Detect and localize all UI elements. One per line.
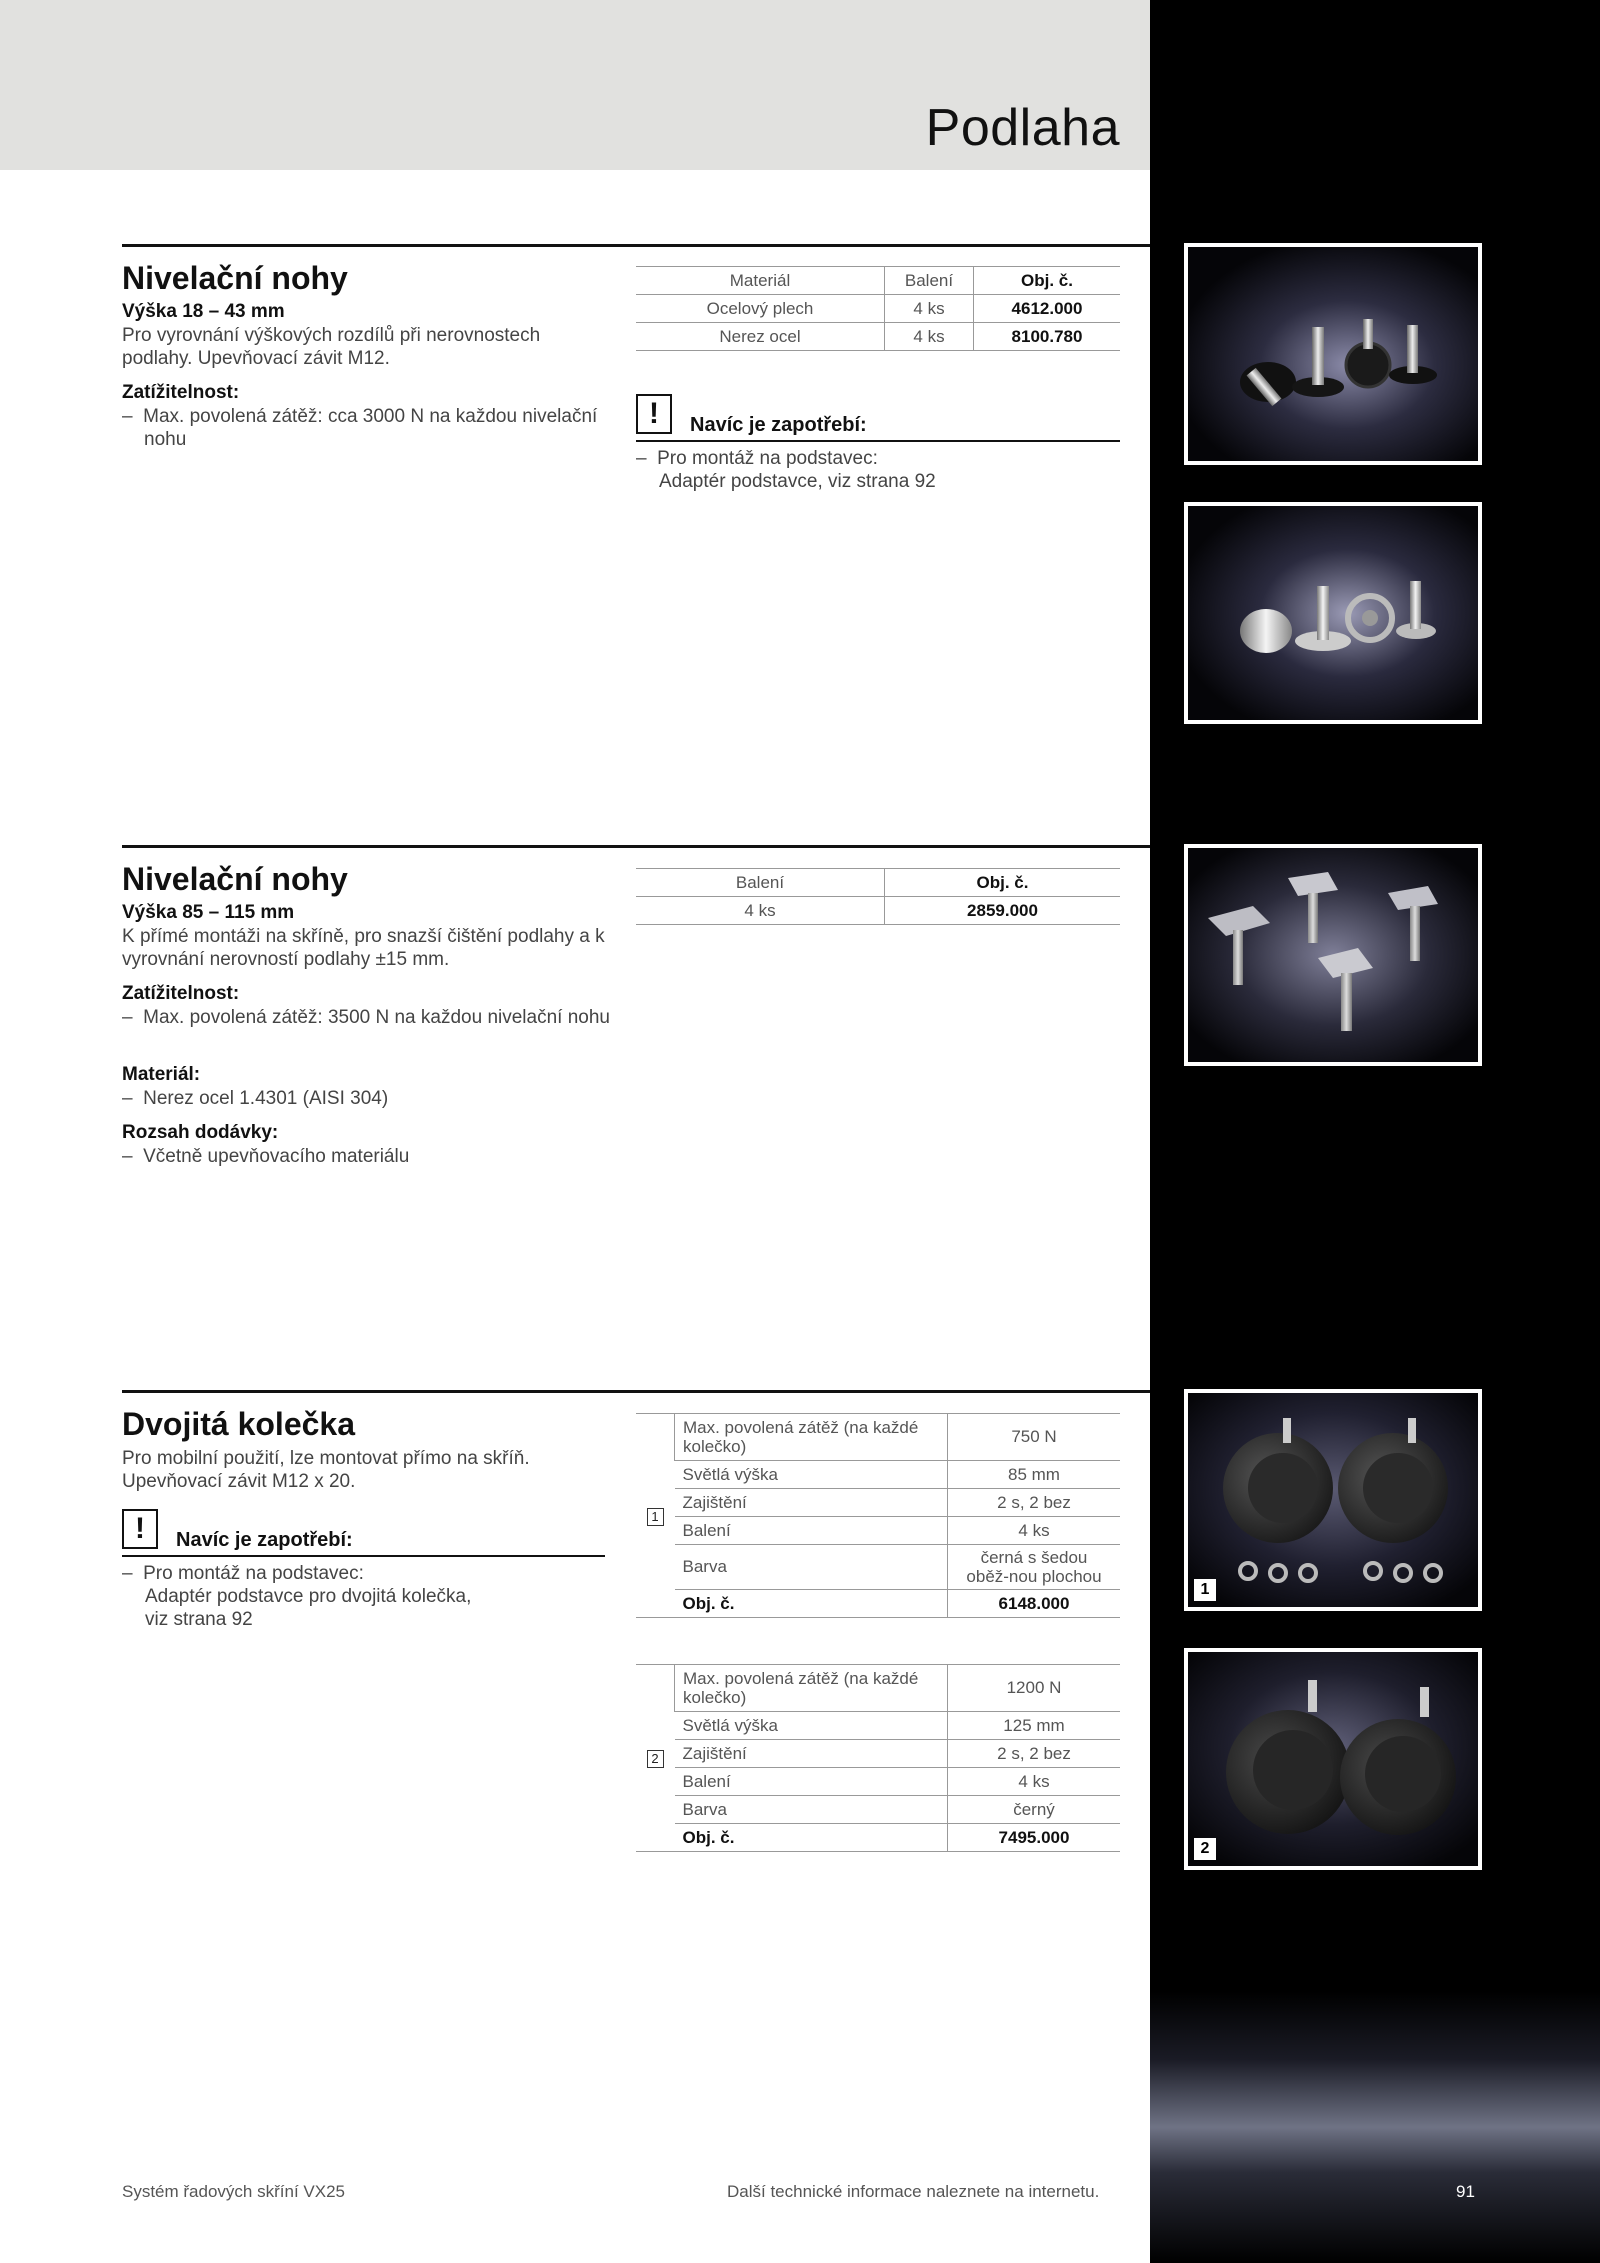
footer-center: Další technické informace naleznete na internetu. — [727, 2182, 1100, 2201]
spec-label: Obj. č. — [675, 1824, 948, 1852]
caster-spec-table-2 — [636, 1664, 1120, 1852]
table-number: 2 — [647, 1750, 664, 1768]
section2-table — [636, 868, 1120, 925]
footer-left: Systém řadových skříní VX25 — [122, 2182, 345, 2201]
product-photo-leveling-feet-plates — [1184, 844, 1482, 1066]
warning-icon: ! — [636, 394, 672, 434]
warning-icon: ! — [122, 1509, 158, 1549]
section-divider — [122, 1390, 1150, 1393]
table-row — [636, 1489, 1120, 1517]
spec-value: 4 ks — [948, 1768, 1121, 1796]
table-cell: Ocelový plech — [636, 295, 885, 323]
section3-note-header — [122, 1509, 605, 1557]
section2-scope-label: Rozsah dodávky: — [122, 1122, 279, 1143]
section-divider — [122, 845, 1150, 848]
section3-note-item: Adaptér podstavce pro dvojitá kolečka, — [145, 1586, 472, 1607]
spec-value: 750 N — [948, 1414, 1121, 1461]
section2-material-label: Materiál: — [122, 1064, 201, 1085]
table-row — [636, 1517, 1120, 1545]
spec-value: 125 mm — [948, 1712, 1121, 1740]
table-header-row — [636, 267, 1120, 295]
table-header-cell: Obj. č. — [974, 267, 1121, 295]
section1-title: Nivelační nohy — [122, 260, 348, 296]
spec-label: Balení — [675, 1517, 948, 1545]
table-row — [636, 1740, 1120, 1768]
page-title: Podlaha — [925, 99, 1120, 157]
table-row — [636, 1665, 1120, 1712]
spec-label: Max. povolená zátěž (na každé kolečko) — [675, 1414, 948, 1461]
spec-label: Obj. č. — [675, 1590, 948, 1618]
table-row — [636, 1712, 1120, 1740]
table-header-cell: Balení — [636, 869, 885, 897]
table-cell: 4 ks — [885, 323, 974, 351]
page-number: 91 — [1456, 2182, 1475, 2201]
section3-title: Dvojitá kolečka — [122, 1406, 355, 1442]
section1-note-item: – Pro montáž na podstavec: — [636, 448, 878, 469]
photo-number: 2 — [1194, 1838, 1216, 1860]
order-number-cell: 7495.000 — [948, 1824, 1121, 1852]
table-number: 1 — [647, 1508, 664, 1526]
order-number-cell: 8100.780 — [974, 323, 1121, 351]
table-header-cell: Materiál — [636, 267, 885, 295]
section2-subtitle: Výška 85 – 115 mm — [122, 902, 295, 923]
table-row — [636, 1796, 1120, 1824]
section1-load-label: Zatížitelnost: — [122, 382, 240, 403]
section2-description: K přímé montáži na skříně, pro snazší čištění podlahy a k vyrovnání nerovností podlahy ±15 mm. — [122, 926, 605, 970]
product-photo-leveling-feet-steel — [1184, 243, 1482, 465]
order-number-cell: 2859.000 — [885, 897, 1121, 925]
spec-value: 85 mm — [948, 1461, 1121, 1489]
table-row — [636, 1414, 1120, 1461]
note-title: Navíc je zapotřebí: — [176, 1529, 353, 1551]
spec-value: černá s šedou oběž-nou plochou — [948, 1545, 1121, 1590]
table-row — [636, 897, 1120, 925]
table-row — [636, 1545, 1120, 1590]
spec-label: Světlá výška — [675, 1461, 948, 1489]
table-cell: 4 ks — [885, 295, 974, 323]
caster-spec-table-1 — [636, 1413, 1120, 1618]
table-header-cell: Balení — [885, 267, 974, 295]
section3-note-item: – Pro montáž na podstavec: — [122, 1563, 364, 1584]
spec-value: 2 s, 2 bez — [948, 1489, 1121, 1517]
table-number-cell — [636, 1665, 675, 1852]
spec-label: Balení — [675, 1768, 948, 1796]
spec-label: Barva — [675, 1545, 948, 1590]
spec-label: Zajištění — [675, 1740, 948, 1768]
section1-load-item: – Max. povolená zátěž: cca 3000 N na každou nivelační nohu — [122, 406, 598, 450]
product-photo-leveling-feet-stainless — [1184, 502, 1482, 724]
table-row — [636, 1590, 1120, 1618]
photo-number: 1 — [1194, 1579, 1216, 1601]
spec-label: Max. povolená zátěž (na každé kolečko) — [675, 1665, 948, 1712]
section2-scope-item: – Včetně upevňovacího materiálu — [122, 1146, 410, 1167]
product-photo-twin-casters-1 — [1184, 1389, 1482, 1611]
section1-note-item: Adaptér podstavce, viz strana 92 — [659, 471, 936, 492]
order-number-cell: 6148.000 — [948, 1590, 1121, 1618]
section1-description: Pro vyrovnání výškových rozdílů při nerovnostech podlahy. Upevňovací závit M12. — [122, 325, 541, 369]
table-row — [636, 1824, 1120, 1852]
spec-value: 2 s, 2 bez — [948, 1740, 1121, 1768]
spec-value: 4 ks — [948, 1517, 1121, 1545]
section3-description: Pro mobilní použití, lze montovat přímo na skříň. Upevňovací závit M12 x 20. — [122, 1448, 530, 1492]
note-title: Navíc je zapotřebí: — [690, 414, 867, 436]
section2-title: Nivelační nohy — [122, 861, 348, 897]
section1-subtitle: Výška 18 – 43 mm — [122, 301, 285, 322]
table-number-cell — [636, 1414, 675, 1618]
table-cell: 4 ks — [636, 897, 885, 925]
product-photo-twin-casters-2 — [1184, 1648, 1482, 1870]
spec-label: Světlá výška — [675, 1712, 948, 1740]
spec-value: černý — [948, 1796, 1121, 1824]
section2-material-item: – Nerez ocel 1.4301 (AISI 304) — [122, 1088, 389, 1109]
section1-note-header — [636, 394, 1120, 442]
table-row — [636, 323, 1120, 351]
table-header-row — [636, 869, 1120, 897]
spec-label: Zajištění — [675, 1489, 948, 1517]
table-row — [636, 1768, 1120, 1796]
spec-value: 1200 N — [948, 1665, 1121, 1712]
table-row — [636, 1461, 1120, 1489]
section3-note-item: viz strana 92 — [145, 1609, 253, 1630]
section1-table — [636, 266, 1120, 351]
section2-load-item: – Max. povolená zátěž: 3500 N na každou nivelační nohu — [122, 1007, 610, 1028]
section2-load-label: Zatížitelnost: — [122, 983, 240, 1004]
table-cell: Nerez ocel — [636, 323, 885, 351]
table-row — [636, 295, 1120, 323]
spec-label: Barva — [675, 1796, 948, 1824]
order-number-cell: 4612.000 — [974, 295, 1121, 323]
table-header-cell: Obj. č. — [885, 869, 1121, 897]
section-divider — [122, 244, 1150, 247]
